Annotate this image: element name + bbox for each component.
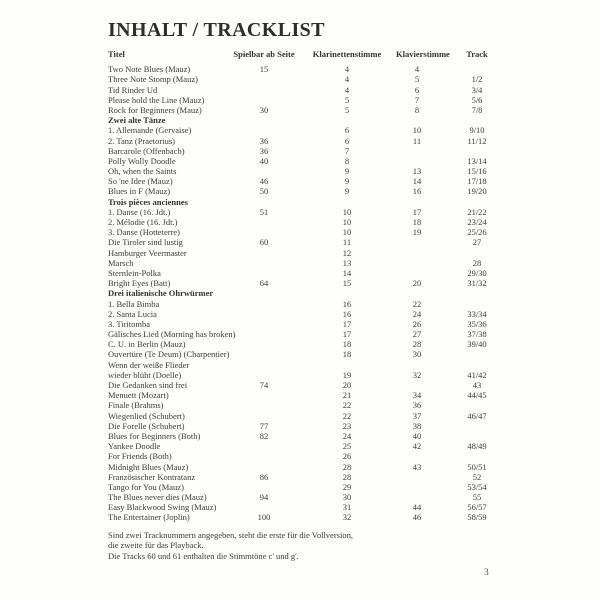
- cell-spielbar: 36: [259, 135, 269, 146]
- cell-klavier: 14: [412, 176, 422, 187]
- cell-titel: Three Note Stomp (Mauz): [108, 74, 198, 85]
- cell-spielbar: 86: [259, 471, 269, 482]
- cell-klavier: 17: [412, 206, 422, 217]
- cell-klarinette: 17: [342, 329, 352, 340]
- cell-titel: Bright Eyes (Batt): [108, 278, 171, 289]
- cell-titel: 1. Bella Bimba: [108, 298, 160, 309]
- cell-track: 33/34: [467, 308, 487, 319]
- cell-klavier: 30: [412, 349, 422, 360]
- table-row: [108, 390, 518, 400]
- cell-titel: 2. Mélodie (16. Jdt.): [108, 217, 178, 227]
- cell-klavier: 5: [414, 74, 420, 85]
- cell-titel: Ouvertüre (Te Deum) (Charpentier): [108, 349, 230, 360]
- cell-spielbar: 51: [259, 206, 269, 217]
- cell-klarinette: 22: [342, 410, 352, 421]
- cell-titel: The Blues never dies (Mauz): [108, 492, 207, 503]
- cell-klavier: 24: [412, 308, 422, 319]
- cell-titel: 2. Tanz (Praetorius): [108, 135, 175, 146]
- cell-track: 9/10: [469, 125, 485, 136]
- table-row: [108, 299, 518, 309]
- cell-track: 3/4: [471, 84, 483, 95]
- cell-titel: Drei italienische Ohrwürmer: [108, 288, 214, 299]
- cell-klarinette: 11: [342, 237, 352, 248]
- table-row: [108, 95, 518, 105]
- cell-klarinette: 14: [342, 267, 352, 278]
- column-header-track: Track: [466, 49, 488, 59]
- cell-klavier: 43: [412, 461, 422, 472]
- cell-track: 17/18: [467, 176, 487, 187]
- cell-spielbar: 15: [259, 64, 269, 75]
- cell-klarinette: 21: [342, 390, 352, 401]
- cell-klarinette: 4: [344, 64, 350, 75]
- cell-track: 41/42: [467, 369, 487, 380]
- cell-klarinette: 30: [342, 492, 352, 503]
- cell-titel: Französischer Kontratanz: [108, 471, 196, 482]
- cell-klavier: 34: [412, 390, 422, 401]
- cell-klavier: 11: [412, 135, 422, 146]
- cell-klarinette: 18: [342, 349, 352, 360]
- cell-titel: Marsch: [108, 257, 134, 268]
- cell-titel: Die Gedanken sind frei: [108, 380, 188, 390]
- cell-klarinette: 6: [344, 125, 350, 136]
- table-row: [108, 462, 518, 472]
- cell-track: 25/26: [467, 227, 487, 238]
- cell-track: 37/38: [467, 329, 487, 340]
- cell-spielbar: 74: [259, 380, 269, 390]
- cell-spielbar: 46: [259, 176, 269, 187]
- table-row: [108, 319, 518, 329]
- cell-klarinette: 15: [342, 278, 352, 289]
- footnote-line: die zweite für das Playback.: [108, 540, 204, 551]
- cell-titel: 1. Allemande (Gervaise): [108, 125, 192, 136]
- cell-titel: Trois pièces anciennes: [108, 196, 188, 207]
- table-row: [108, 421, 518, 431]
- cell-spielbar: 77: [259, 420, 269, 431]
- table-row: [108, 278, 518, 288]
- cell-klavier: 36: [412, 400, 422, 411]
- cell-titel: For Friends (Both): [108, 451, 172, 462]
- cell-spielbar: 40: [259, 155, 269, 166]
- cell-klarinette: 29: [342, 481, 352, 492]
- cell-titel: Sternlein-Polka: [108, 267, 161, 278]
- cell-klavier: 7: [414, 94, 420, 105]
- cell-klarinette: 25: [342, 441, 352, 452]
- cell-track: 52: [472, 471, 482, 482]
- cell-klarinette: 22: [342, 400, 352, 411]
- table-row: [108, 400, 518, 410]
- column-header-titel: Titel: [108, 49, 125, 59]
- cell-titel: Wiegenlied (Schubert): [108, 410, 185, 421]
- cell-klarinette: 8: [344, 155, 350, 166]
- table-row: [108, 176, 518, 186]
- table-row: [108, 237, 518, 247]
- cell-titel: Finale (Brahms): [108, 400, 164, 411]
- cell-titel: Wenn der weiße Flieder: [108, 359, 190, 370]
- cell-track: 11/12: [467, 135, 487, 146]
- footnote-line: Die Tracks 60 und 61 enthalten die Stimmtöne c' und g'.: [108, 550, 299, 561]
- tracklist-page: [108, 20, 518, 561]
- cell-klavier: 32: [412, 369, 422, 380]
- table-row: [108, 186, 518, 196]
- table-row: [108, 217, 518, 227]
- cell-klarinette: 28: [342, 471, 352, 482]
- table-row: [108, 309, 518, 319]
- cell-track: 56/57: [467, 502, 487, 513]
- cell-klarinette: 16: [342, 308, 352, 319]
- cell-klavier: 10: [412, 125, 422, 136]
- cell-klavier: 20: [412, 278, 422, 289]
- table-body: [108, 64, 518, 522]
- cell-titel: The Entertainer (Joplin): [108, 512, 190, 523]
- table-row: [108, 482, 518, 492]
- cell-klarinette: 20: [342, 380, 352, 390]
- column-header-klarinette: Klarinettenstimme: [312, 49, 382, 59]
- table-row: [108, 502, 518, 512]
- page-title: INHALT / TRACKLIST: [108, 19, 325, 41]
- table-row: [108, 136, 518, 146]
- cell-track: 28: [472, 257, 482, 268]
- cell-titel: Tid Rinder Ud: [108, 84, 158, 95]
- table-row: [108, 166, 518, 176]
- cell-track: 5/6: [471, 94, 483, 105]
- table-row: [108, 329, 518, 339]
- cell-titel: So 'ne Idee (Mauz): [108, 176, 173, 187]
- cell-klavier: 46: [412, 512, 422, 523]
- table-row: [108, 492, 518, 502]
- table-header-row: [108, 49, 518, 59]
- table-row: [108, 248, 518, 258]
- cell-track: 19/20: [467, 186, 487, 197]
- cell-titel: 1. Danse (16. Jdt.): [108, 206, 171, 217]
- cell-track: 21/22: [467, 206, 487, 217]
- cell-titel: wieder blüht (Doelle): [108, 369, 182, 380]
- cell-titel: Rock for Beginners (Mauz): [108, 104, 202, 115]
- cell-track: 50/51: [467, 461, 487, 472]
- cell-klarinette: 4: [344, 84, 350, 95]
- cell-titel: 3. Danse (Hotteterre): [108, 227, 180, 238]
- section-row: [108, 115, 518, 125]
- cell-klarinette: 4: [344, 74, 350, 85]
- table-row: [108, 512, 518, 522]
- cell-track: 46/47: [467, 410, 487, 421]
- cell-track: 15/16: [467, 166, 487, 177]
- cell-titel: 2. Santa Lucia: [108, 308, 157, 319]
- cell-klavier: 22: [412, 298, 422, 309]
- cell-klarinette: 6: [344, 135, 350, 146]
- footnote-line: Sind zwei Tracknummern angegeben, steht die erste für die Vollversion,: [108, 529, 353, 540]
- cell-titel: Zwei alte Tänze: [108, 115, 166, 126]
- table-row: [108, 431, 518, 441]
- table-row: [108, 74, 518, 84]
- cell-titel: Tango for You (Mauz): [108, 481, 184, 492]
- cell-track: 31/32: [467, 278, 487, 289]
- cell-klarinette: 24: [342, 430, 352, 441]
- table-row: [108, 156, 518, 166]
- table-row: [108, 268, 518, 278]
- table-row: [108, 339, 518, 349]
- table-row: [108, 85, 518, 95]
- cell-klavier: 13: [412, 166, 422, 177]
- cell-titel: Two Note Blues (Mauz): [108, 64, 191, 75]
- cell-klarinette: 5: [344, 104, 350, 115]
- cell-klarinette: 16: [342, 298, 352, 309]
- table-row: [108, 441, 518, 451]
- cell-titel: Easy Blackwood Swing (Mauz): [108, 502, 217, 513]
- cell-klarinette: 13: [342, 257, 352, 268]
- cell-klavier: 37: [412, 410, 422, 421]
- cell-titel: Oh, when the Saints: [108, 166, 177, 177]
- column-header-spielbar: Spielbar ab Seite: [233, 49, 295, 59]
- footnote: [108, 530, 518, 562]
- cell-spielbar: 30: [259, 104, 269, 115]
- table-row: [108, 360, 518, 370]
- cell-track: 55: [472, 492, 482, 503]
- cell-titel: Hamburger Veermaster: [108, 247, 187, 258]
- cell-titel: Blues in F (Mauz): [108, 186, 171, 197]
- cell-track: 29/30: [467, 267, 487, 278]
- table-row: [108, 227, 518, 237]
- cell-klavier: 40: [412, 430, 422, 441]
- cell-klarinette: 9: [344, 186, 350, 197]
- table-row: [108, 146, 518, 156]
- cell-titel: Midnight Blues (Mauz): [108, 461, 189, 472]
- cell-titel: C. U. in Berlin (Mauz): [108, 339, 186, 350]
- cell-track: 43: [472, 380, 482, 390]
- cell-klarinette: 28: [342, 461, 352, 472]
- cell-titel: Die Tiroler sind lustig: [108, 237, 183, 248]
- cell-track: 48/49: [467, 441, 487, 452]
- cell-klarinette: 17: [342, 318, 352, 329]
- section-row: [108, 197, 518, 207]
- cell-klarinette: 10: [342, 217, 352, 227]
- cell-klavier: 4: [414, 64, 420, 75]
- cell-track: 7/8: [471, 104, 483, 115]
- cell-klavier: 27: [412, 329, 422, 340]
- table-row: [108, 105, 518, 115]
- cell-spielbar: 60: [259, 237, 269, 248]
- cell-klavier: 44: [412, 502, 422, 513]
- cell-titel: Yankee Doodle: [108, 441, 161, 452]
- cell-klarinette: 10: [342, 227, 352, 238]
- cell-klarinette: 9: [344, 166, 350, 177]
- cell-klarinette: 19: [342, 369, 352, 380]
- cell-track: 58/59: [467, 512, 487, 523]
- table-row: [108, 370, 518, 380]
- cell-klavier: 19: [412, 227, 422, 238]
- cell-titel: 3. Tiritomba: [108, 318, 151, 329]
- cell-track: 13/14: [467, 155, 487, 166]
- cell-track: 23/24: [467, 217, 487, 227]
- cell-klarinette: 23: [342, 420, 352, 431]
- cell-klarinette: 9: [344, 176, 350, 187]
- table-row: [108, 64, 518, 74]
- cell-klavier: 42: [412, 441, 422, 452]
- cell-klavier: 28: [412, 339, 422, 350]
- cell-klavier: 16: [412, 186, 422, 197]
- cell-titel: Please hold the Line (Mauz): [108, 94, 205, 105]
- cell-titel: Gälisches Lied (Morning has broken): [108, 329, 236, 340]
- cell-klavier: 6: [414, 84, 420, 95]
- cell-track: 39/40: [467, 339, 487, 350]
- cell-klavier: 38: [412, 420, 422, 431]
- cell-spielbar: 82: [259, 430, 269, 441]
- cell-spielbar: 64: [259, 278, 269, 289]
- cell-track: 35/36: [467, 318, 487, 329]
- tracklist-table: [108, 49, 518, 523]
- column-header-klavier: Klavierstimme: [396, 49, 450, 59]
- cell-klarinette: 12: [342, 247, 352, 258]
- cell-titel: Polly Wolly Doodle: [108, 155, 176, 166]
- page-number: 3: [484, 568, 489, 578]
- cell-track: 53/54: [467, 481, 487, 492]
- table-row: [108, 472, 518, 482]
- cell-klarinette: 18: [342, 339, 352, 350]
- cell-titel: Die Forelle (Schubert): [108, 420, 185, 431]
- cell-spielbar: 94: [259, 492, 269, 503]
- cell-klarinette: 10: [342, 206, 352, 217]
- cell-spielbar: 36: [259, 145, 269, 156]
- table-row: [108, 125, 518, 135]
- cell-titel: Barcarole (Offenbach): [108, 145, 185, 156]
- table-row: [108, 349, 518, 359]
- cell-klarinette: 26: [342, 451, 352, 462]
- cell-titel: Blues for Beginners (Both): [108, 430, 201, 441]
- section-row: [108, 288, 518, 298]
- cell-klavier: 8: [414, 104, 420, 115]
- cell-klarinette: 32: [342, 512, 352, 523]
- cell-track: 27: [472, 237, 482, 248]
- cell-titel: Menuett (Mozart): [108, 390, 169, 401]
- cell-track: 44/45: [467, 390, 487, 401]
- cell-track: 1/2: [471, 74, 483, 85]
- table-row: [108, 258, 518, 268]
- cell-spielbar: 50: [259, 186, 269, 197]
- table-row: [108, 411, 518, 421]
- table-row: [108, 451, 518, 461]
- cell-klarinette: 31: [342, 502, 352, 513]
- cell-klarinette: 7: [344, 145, 350, 156]
- table-row: [108, 380, 518, 390]
- table-row: [108, 207, 518, 217]
- cell-spielbar: 100: [257, 512, 271, 523]
- cell-klavier: 26: [412, 318, 422, 329]
- cell-klarinette: 5: [344, 94, 350, 105]
- cell-klavier: 18: [412, 217, 422, 227]
